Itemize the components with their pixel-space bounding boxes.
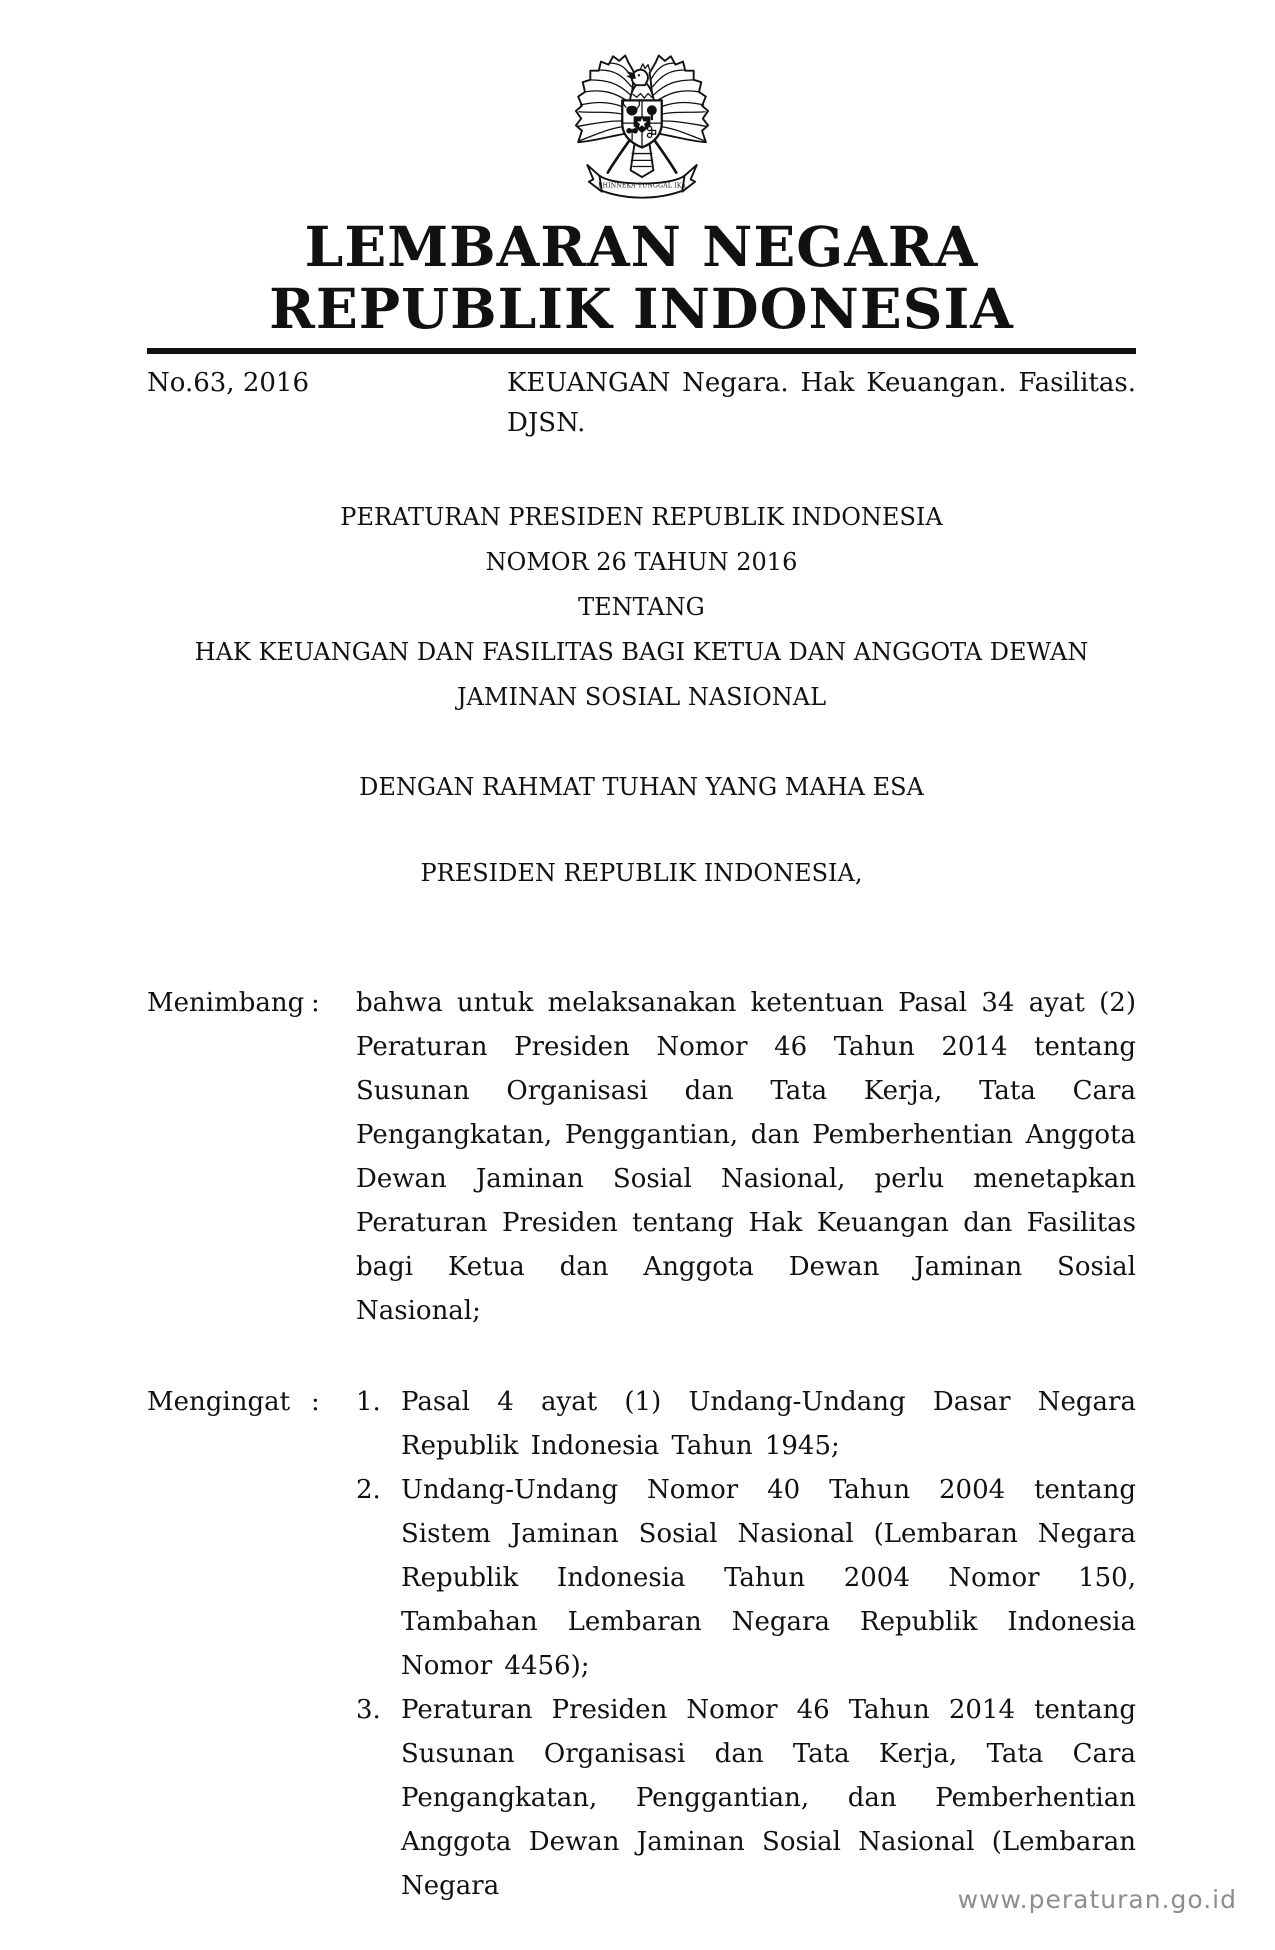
legal-item-number: 3.: [356, 1695, 381, 1725]
legal-item-text: Peraturan Presiden Nomor 46 Tahun 2014 tentang Susunan Organisasi dan Tata Kerja, Tata Cara Pengangkatan, Penggantian, dan Pemberhentian Anggota Dewan Jaminan Sosial Nasional (Lembaran Negara: [401, 1695, 1136, 1901]
legal-item-number: 2.: [356, 1475, 381, 1505]
masthead-title: [147, 216, 1136, 340]
emblem-wrap: [147, 0, 1136, 210]
enacting-authority: PRESIDEN REPUBLIK INDONESIA,: [420, 859, 863, 887]
emblem-motto: BHINNEKA TUNGGAL IKA: [597, 182, 686, 190]
tentang-label: TENTANG: [578, 593, 705, 621]
menimbang-label: Menimbang: [147, 988, 305, 1018]
mengingat-label: Mengingat: [147, 1387, 291, 1417]
gazette-number: No.63, 2016: [147, 368, 309, 398]
subject-keywords-line2: DJSN.: [507, 408, 586, 438]
menimbang-text: bahwa untuk melaksanakan ketentuan Pasal 34 ayat (2) Peraturan Presiden Nomor 46 Tahun 2014 tentang Susunan Organisasi dan Tata Kerja, Tata Cara Pengangkatan, Penggantian, dan Pemberhentian Anggota Dewan Jaminan Sosial Nasional, perlu menetapkan Peraturan Presiden tentang Hak Keuangan dan Fasilitas bagi Ketua dan Anggota Dewan Jaminan Sosial Nasional;: [356, 988, 1136, 1326]
mengingat-clause: [147, 1380, 1136, 1908]
regulation-title-block: [147, 495, 1136, 896]
regulation-subject-line1: HAK KEUANGAN DAN FASILITAS BAGI KETUA DAN ANGGOTA DEWAN: [194, 638, 1089, 666]
legal-basis-list: [356, 1380, 1136, 1908]
regulation-number: NOMOR 26 TAHUN 2016: [485, 548, 798, 576]
regulation-title: PERATURAN PRESIDEN REPUBLIK INDONESIA: [340, 503, 943, 531]
watermark-url: www.peraturan.go.id: [957, 1885, 1237, 1914]
subject-keywords-line1: KEUANGAN Negara. Hak Keuangan. Fasilitas.: [507, 368, 1136, 398]
legal-item: [356, 1688, 1136, 1908]
legal-item-text: Pasal 4 ayat (1) Undang-Undang Dasar Negara Republik Indonesia Tahun 1945;: [401, 1387, 1136, 1461]
regulation-subject-line2: JAMINAN SOSIAL NASIONAL: [456, 683, 827, 711]
subject-keywords: [507, 363, 1136, 443]
menimbang-clause: [147, 981, 1136, 1333]
legal-item-text: Undang-Undang Nomor 40 Tahun 2004 tentang Sistem Jaminan Sosial Nasional (Lembaran Negara Republik Indonesia Tahun 2004 Nomor 150, Tambahan Lembaran Negara Republik Indonesia Nomor 4456);: [401, 1475, 1136, 1681]
legal-item: [356, 1380, 1136, 1468]
legal-item-number: 1.: [356, 1387, 381, 1417]
masthead-line1: LEMBARAN NEGARA: [304, 214, 979, 279]
mengingat-colon: :: [311, 1387, 320, 1417]
menimbang-colon: :: [311, 988, 320, 1018]
header-rule: [147, 348, 1136, 354]
garuda-pancasila-icon: [566, 50, 718, 210]
invocation: DENGAN RAHMAT TUHAN YANG MAHA ESA: [359, 773, 924, 801]
legal-item: [356, 1468, 1136, 1688]
masthead-line2: REPUBLIK INDONESIA: [269, 276, 1014, 341]
docref-row: [147, 363, 1136, 443]
